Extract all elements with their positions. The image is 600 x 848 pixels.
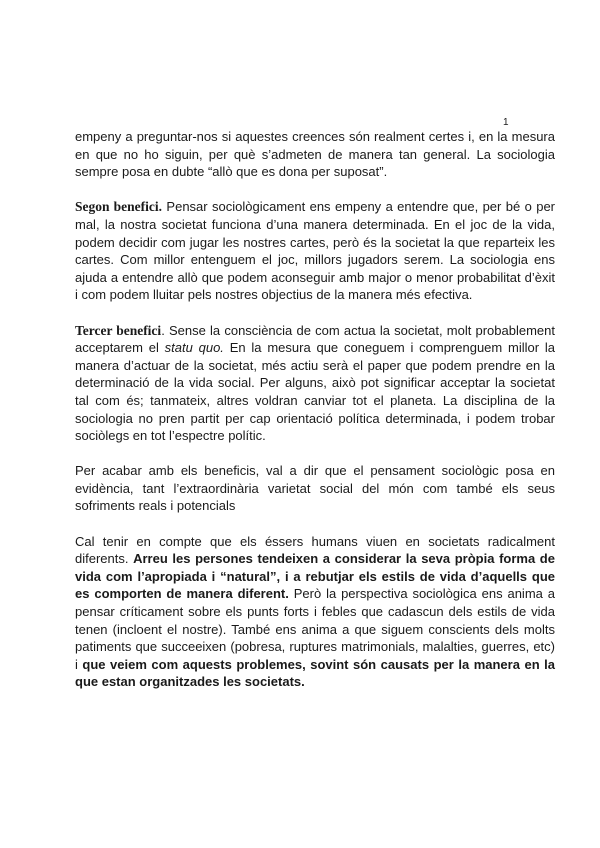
paragraph-continuation [75, 128, 555, 181]
paragraph-text: Però la perspectiva sociològica ens anima a pensar críticament sobre els punts forts i febles que cadascun dels estils de vida tenen (incloent el nostre). També ens anima a que siguem conscients dels molts patiments que succeeixen (pobresa, ruptures matrimonials, malalties, guerres, etc) i [75, 586, 555, 672]
paragraph-conclusion [75, 462, 555, 515]
page-number: 1 [503, 117, 509, 128]
paragraph-text: Per acabar amb els beneficis, val a dir que el pensament sociològic posa en evidència, tant l’extraordinària varietat social del món com també els seus sofriments reals i potencials [75, 463, 555, 514]
paragraph-societies [75, 533, 555, 691]
paragraph-second-benefit [75, 198, 555, 304]
paragraph-text: empeny a preguntar-nos si aquestes creences són realment certes i, en la mesura en que no ho siguin, per què s’admeten de manera tan general. La sociologia sempre posa en dubte “allò que es dona per suposat”. [75, 129, 555, 180]
paragraph-heading: Segon benefici. [75, 199, 163, 215]
paragraph-text: En la mesura que coneguem i comprenguem millor la manera d’actuar de la societat, més actiu serà el paper que podem prendre en la determinació de la vida social. Per alguns, això pot significar acceptar la societat tal com és; tanmateix, altres voldran canviar tot el planeta. La disciplina de la sociologia no pren partit per cap orientació política determinada, i podem trobar sociòlegs en tot l’espectre polític. [75, 340, 555, 444]
bold-statement: Arreu les persones tendeixen a considerar la seva pròpia forma de vida com l’apropiada i “natural”, i a rebutjar els estils de vida d’aquells que es comporten de manera diferent. [75, 551, 555, 602]
paragraph-third-benefit [75, 322, 555, 445]
paragraph-text: . Sense la consciència de com actua la societat, molt probablement acceptarem el [75, 322, 555, 356]
bold-statement: que veiem com aquests problemes, sovint són causats per la manera en la que estan organitzades les societats. [75, 656, 556, 690]
paragraph-text: Cal tenir en compte que els éssers humans viuen en societats radicalment diferents. [75, 533, 555, 567]
paragraph-text: Pensar sociològicament ens empeny a entendre que, per bé o per mal, la nostra societat funciona d’una manera determinada. En el joc de la vida, podem decidir com jugar les nostres cartes, però és la societat la que reparteix les cartes. Com millor entenguem el joc, millors jugadors serem. La sociologia ens ajuda a entendre allò que podem aconseguir amb major o menor probabilitat d’èxit i com podem lluitar pels nostres objectius de la manera més efectiva. [75, 199, 556, 303]
italic-term: statu quo. [164, 340, 224, 356]
paragraph-heading: Tercer benefici [75, 322, 162, 338]
document-body [75, 128, 555, 709]
